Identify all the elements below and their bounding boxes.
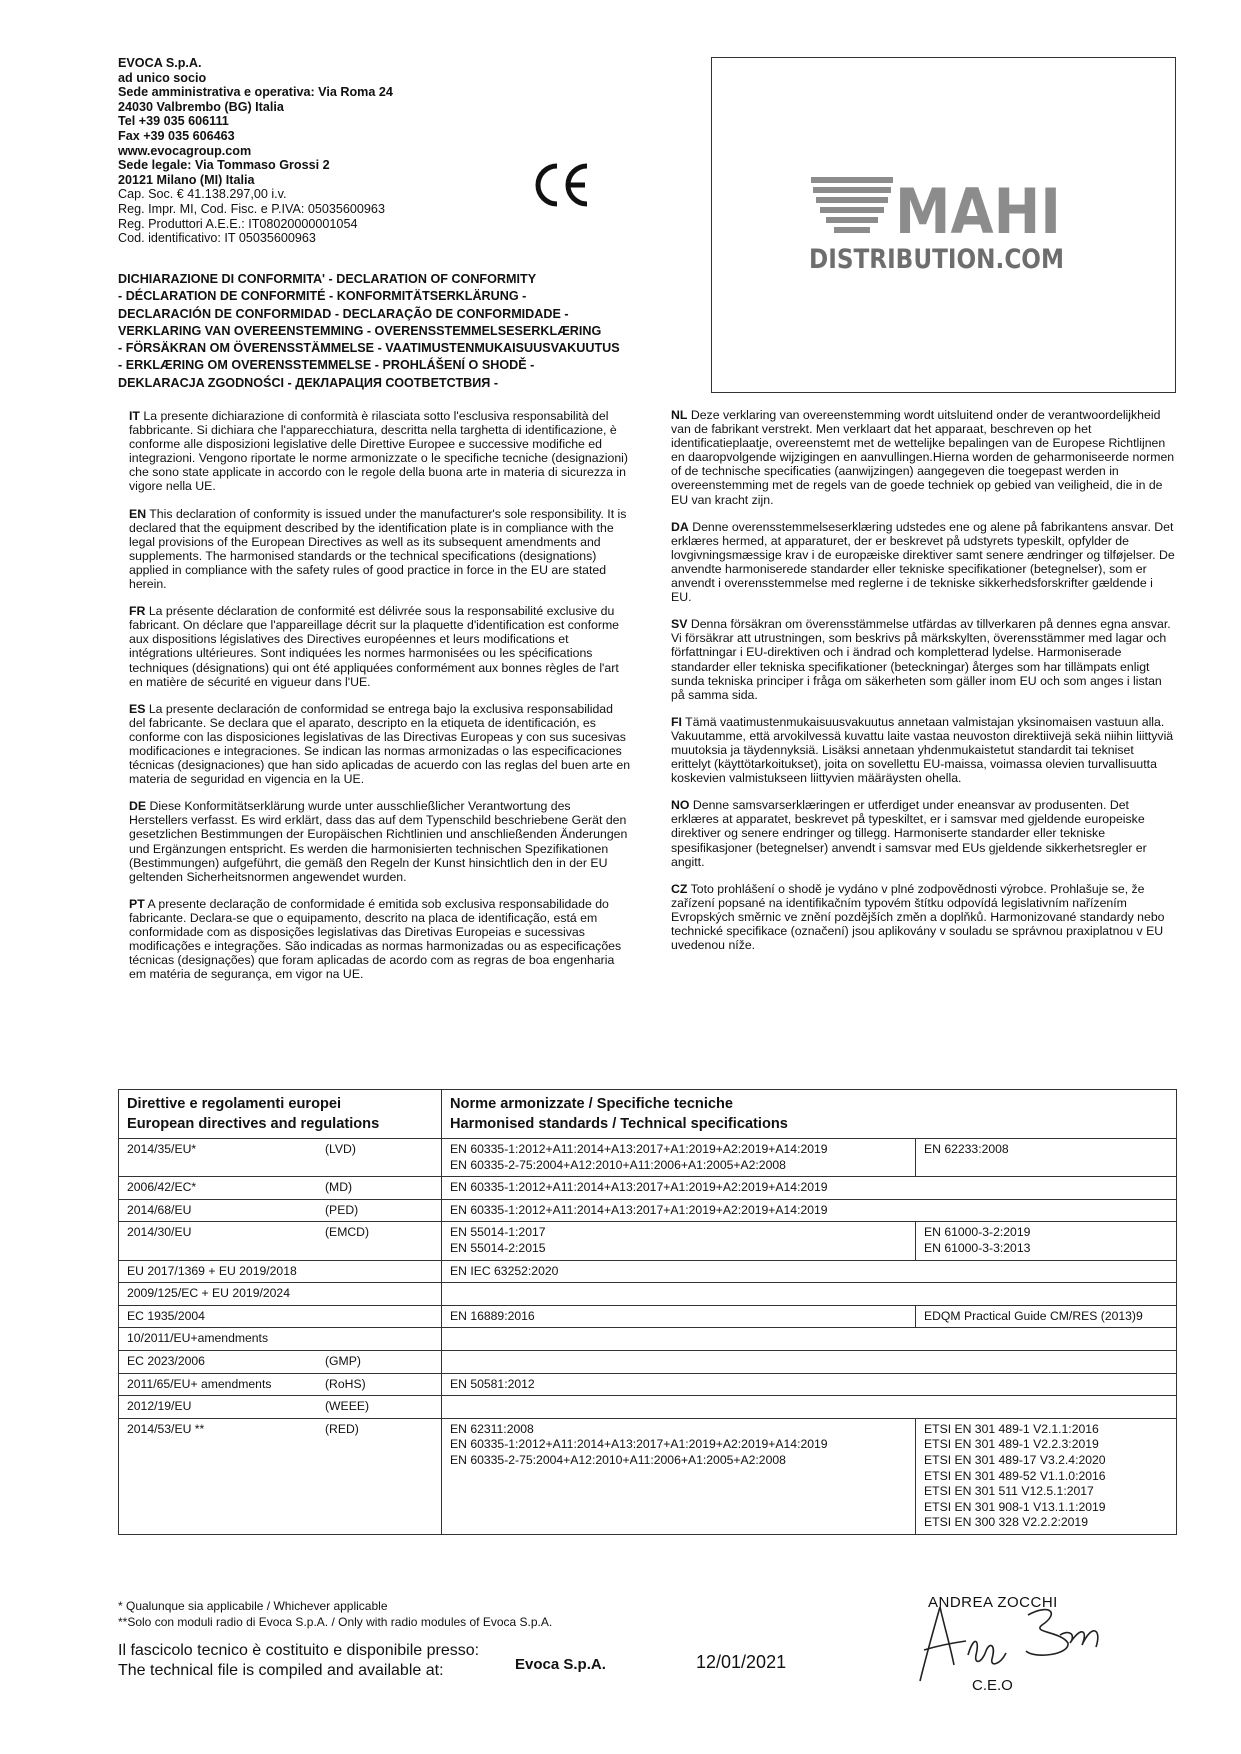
directive-code: 2014/35/EU* <box>127 1142 197 1156</box>
table-row <box>119 1418 1177 1534</box>
declaration-en <box>129 507 632 592</box>
declaration-text: This declaration of conformity is issued under the manufacturer's sole responsibility. It is declared that the equipment described by the identification plate is in compliance with the legal provisions of the European Directives as well as its subsequent amendments and supplements. The harmonised standards or the technical specifications (designations) applied in compliance with the safety rules of good practice in force in the EU are stated herein. <box>129 506 627 592</box>
declaration-sv <box>671 617 1175 702</box>
declaration-text: Denne samsvarserklæringen er utferdiget under eneansvar av produsenten. Det erklæres at apparatet, beskrevet på typeskiltet, er i samsvar med gjeldende europeiske direktiver og senere endringer og tillegg. Harmoniserte standarder eller tekniske spesifikasjoner (betegnelser) anvendt i samsvar med EUs gjeldende sikkerhetsregler er angitt. <box>671 798 1147 869</box>
directive-cell <box>119 1373 442 1396</box>
directive-cell <box>119 1418 442 1534</box>
table-row <box>119 1283 1177 1306</box>
company-line: ad unico socio <box>118 70 207 85</box>
title-line: - ERKLÆRING OM OVERENSSTEMMELSE - PROHLÁŠENÍ O SHODĚ - <box>118 358 535 373</box>
title-line: DEKLARACJA ZGODNOŚCI - ДЕКЛАРАЦИЯ СООТВЕТСТВИЯ - <box>118 375 499 390</box>
standards-table-body <box>119 1139 1177 1535</box>
directive-cell <box>119 1260 442 1283</box>
standards-cell <box>442 1199 1177 1222</box>
declaration-pt <box>129 897 632 982</box>
directive-cell <box>119 1222 442 1260</box>
declaration-it <box>129 409 632 494</box>
directive-code: EC 2023/2006 <box>127 1353 205 1368</box>
technical-file-line-it: Il fascicolo tecnico è costituito e disponibile presso: <box>118 1642 480 1659</box>
standard-entry: ETSI EN 301 489-17 V3.2.4:2020 <box>924 1452 1106 1467</box>
company-info <box>118 56 518 246</box>
signer-name: ANDREA ZOCCHI <box>928 1594 1058 1611</box>
directive-abbreviation: (RED) <box>325 1421 359 1436</box>
standards-cell <box>442 1283 1177 1306</box>
directive-code: 2009/125/EC + EU 2019/2024 <box>127 1286 290 1301</box>
footnotes <box>118 1598 552 1630</box>
company-line: Reg. Impr. MI, Cod. Fisc. e P.IVA: 05035600963 <box>118 201 385 216</box>
standard-entry: EN 16889:2016 <box>450 1308 535 1323</box>
language-code: DE <box>129 799 147 814</box>
title-line: - DÉCLARATION DE CONFORMITÉ - KONFORMITÄTSERKLÄRUNG - <box>118 289 527 304</box>
directive-abbreviation: (EMCD) <box>325 1225 370 1240</box>
company-line: 24030 Valbrembo (BG) Italia <box>118 99 284 114</box>
directive-code: EU 2017/1369 + EU 2019/2018 <box>127 1263 297 1278</box>
declaration-text: Tämä vaatimustenmukaisuusvakuutus annetaan valmistajan yksinomaisen vastuun alla. Vakuutamme, että arvokilvessä kuvattu laite vastaa neuvoston direktiivejä sekä niihin liittyviä muutoksia ja täydennyksiä. Lisäksi annetaan yhdenmukaistetut standardit tai tekniset erittelyt (käyttötarkoitukset), joita on sovellettu EU-maissa, voimassa olevien turvallisuutta koskevien valmistukseen liittyvien määräysten ohella. <box>671 714 1174 786</box>
directive-abbreviation: (WEEE) <box>325 1399 370 1414</box>
standard-entry: EN 62311:2008 <box>450 1421 534 1436</box>
language-code: NO <box>671 798 690 813</box>
company-line: Reg. Produttori A.E.E.: IT08020000001054 <box>118 216 358 231</box>
standard-entry: ETSI EN 301 489-1 V2.1.1:2016 <box>924 1421 1099 1436</box>
declaration-fi <box>671 715 1175 785</box>
standards-cell <box>442 1396 1177 1419</box>
directive-cell <box>119 1328 442 1351</box>
company-line: Sede legale: Via Tommaso Grossi 2 <box>118 158 330 173</box>
language-code: FR <box>129 604 146 619</box>
directive-cell <box>119 1350 442 1373</box>
directive-abbreviation: (GMP) <box>325 1353 361 1368</box>
standard-entry: EN 60335-1:2012+A11:2014+A13:2017+A1:2019+A2:2019+A14:2019 <box>450 1180 828 1195</box>
standard-entry: EN 60335-1:2012+A11:2014+A13:2017+A1:2019+A2:2019+A14:2019 <box>450 1202 828 1217</box>
declaration-title <box>118 271 708 392</box>
standard-entry: ETSI EN 301 489-52 V1.1.0:2016 <box>924 1468 1106 1483</box>
technical-file-line-en: The technical file is compiled and available at: <box>118 1662 444 1679</box>
table-row <box>119 1177 1177 1200</box>
directive-cell <box>119 1305 442 1328</box>
standards-cell <box>442 1260 1177 1283</box>
declaration-text: A presente declaração de conformidade é emitida sob exclusiva responsabilidade do fabricante. Declara-se que o equipamento, descrito na placa de identificação, está em conformidade com as disposições legislativas das Diretivas Europeias e sucessivas modificações e integrações. São indicadas as normas harmonizadas ou as especificações técnicas (designações) que foram aplicadas de acordo com as regras de boa engenharia em matéria de segurança, em vigor na UE. <box>129 896 622 982</box>
directive-abbreviation: (MD) <box>325 1180 353 1195</box>
title-line: - FÖRSÄKRAN OM ÖVERENSSTÄMMELSE - VAATIMUSTENMUKAISUUSVAKUUTUS <box>118 341 620 356</box>
standard-entry: EN 60335-2-75:2004+A12:2010+A11:2006+A1:2005+A2:2008 <box>450 1157 786 1172</box>
standard-entry: EN 61000-3-3:2013 <box>924 1240 1031 1255</box>
standard-entry: ETSI EN 301 908-1 V13.1.1:2019 <box>924 1499 1106 1514</box>
directive-code: 2014/68/EU <box>127 1202 192 1217</box>
standards-header <box>442 1090 1177 1139</box>
table-row <box>119 1373 1177 1396</box>
declaration-fr <box>129 604 632 689</box>
table-row <box>119 1328 1177 1351</box>
declarations-left-column <box>129 409 632 994</box>
declaration-da <box>671 520 1175 605</box>
directive-code: 2011/65/EU+ amendments <box>127 1376 272 1391</box>
ce-mark-icon <box>530 160 592 210</box>
standard-entry: EN IEC 63252:2020 <box>450 1263 559 1278</box>
table-row <box>119 1139 1177 1177</box>
language-code: SV <box>671 617 688 632</box>
standards-table <box>118 1089 1177 1535</box>
header-line: European directives and regulations <box>127 1116 380 1132</box>
technical-file-company: Evoca S.p.A. <box>515 1656 606 1673</box>
directive-cell <box>119 1199 442 1222</box>
additional-standards-cell <box>916 1139 1177 1177</box>
standard-entry: EN 61000-3-2:2019 <box>924 1225 1031 1240</box>
language-code: CZ <box>671 881 688 896</box>
standards-cell <box>442 1418 916 1534</box>
directives-header <box>119 1090 442 1139</box>
company-website: www.evocagroup.com <box>118 143 252 158</box>
directive-code: 10/2011/EU+amendments <box>127 1331 269 1346</box>
additional-standards-cell <box>916 1305 1177 1328</box>
declaration-text: Denne overensstemmelseserklæring udstedes ene og alene på fabrikantens ansvar. Det erklæres hermed, at apparaturet, der er beskrevet på udstyrets typeskilt, opfylder de lovgivningsmæssige krav i de europæiske direktiver samt senere ændringer og tilføjelser. De anvendte harmoniserede standarder eller tekniske specifikationer (betegnelser), som er anvendt i overensstemmelse med reglerne i de tekniske sikkerhedsforskrifter gældende i EU. <box>671 519 1175 605</box>
logo-text-top: MAHI <box>895 175 1061 248</box>
table-row <box>119 1305 1177 1328</box>
standards-cell <box>442 1177 1177 1200</box>
title-line: DECLARACIÓN DE CONFORMIDAD - DECLARAÇÃO DE CONFORMIDADE - <box>118 306 569 321</box>
language-code: ES <box>129 701 146 716</box>
language-code: FI <box>671 714 682 729</box>
title-line: DICHIARAZIONE DI CONFORMITA' - DECLARATION OF CONFORMITY <box>118 272 537 286</box>
standard-entry: ETSI EN 301 489-1 V2.2.3:2019 <box>924 1437 1099 1452</box>
directive-cell <box>119 1396 442 1419</box>
table-row <box>119 1222 1177 1260</box>
directive-code: 2012/19/EU <box>127 1399 192 1414</box>
header-line: Norme armonizzate / Specifiche tecniche <box>450 1096 734 1112</box>
declaration-es <box>129 702 632 787</box>
footnote: * Qualunque sia applicabile / Whichever applicable <box>118 1599 388 1613</box>
declaration-text: Denna försäkran om överensstämmelse utfärdas av tillverkaren på dennes egna ansvar. Vi försäkrar att utrustningen, som beskrivs på märkskylten, överensstämmer med lagar och författningar i EU-direktiven och i ändrad och kompletterad lydelse. Harmoniserade standarder eller tekniska specifikationer (beteckningar) återges som har tillämpats enligt sunda tekniska principer i fråga om säkerheten som gäller inom EU och som anges i listan på samma sida. <box>671 617 1171 702</box>
declaration-text: Toto prohlášení o shodě je vydáno v plné zodpovědnosti výrobce. Prohlašuje se, že zařízení popsané na identifikačním typovém štítku odpovídá legislativním nařízením Evropských směrnic ve znění pozdějších změn a doplňků. Harmonizované standardy nebo technické specifikace (označení) jsou aplikovány v souladu se správnou praxiplatnou v EU uvedenou níže. <box>671 881 1165 953</box>
table-row <box>119 1396 1177 1419</box>
table-header-row <box>119 1090 1177 1139</box>
standard-entry: EN 55014-2:2015 <box>450 1240 546 1255</box>
declaration-date: 12/01/2021 <box>696 1652 787 1672</box>
standard-entry: EN 60335-1:2012+A11:2014+A13:2017+A1:2019+A2:2019+A14:2019 <box>450 1437 828 1452</box>
standards-cell <box>442 1222 916 1260</box>
declaration-no <box>671 798 1175 868</box>
language-code: DA <box>671 519 689 534</box>
table-row <box>119 1350 1177 1373</box>
declaration-text: La presente declaración de conformidad se entrega bajo la exclusiva responsabilidad del fabricante. Se declara que el aparato, descripto en la etiqueta de identificación, es conforme con las disposiciones legislativas de las Directivas Europeas y con sus sucesivas modificaciones e integraciones. Se indican las normas armonizadas o las especificaciones técnicas (designaciones) que han sido aplicadas de acuerdo con las reglas del buen arte en materia de seguridad en vigencia en la UE. <box>129 701 631 787</box>
declarations-right-column <box>671 408 1175 965</box>
table-row <box>119 1199 1177 1222</box>
standard-entry: EN 60335-1:2012+A11:2014+A13:2017+A1:2019+A2:2019+A14:2019 <box>450 1142 828 1156</box>
declaration-de <box>129 799 632 884</box>
distributor-logo <box>807 173 1087 273</box>
declaration-text: Diese Konformitätserklärung wurde unter ausschließlicher Verantwortung des Herstellers verfasst. Es wird erklärt, dass das auf dem Typenschild beschriebene Gerät den gesetzlichen Bestimmungen der Europäischen Richtlinien und anschließenden Änderungen und Ergänzungen entspricht. Es werden die harmonisierten technischen Spezifikationen (Bestimmungen) aufgeführt, die gemäß den Regeln der Kunst hinsichtlich den in der EU geltenden Sicherheitsnormen angewendet wurden. <box>129 799 628 884</box>
standard-entry: EN 50581:2012 <box>450 1376 535 1391</box>
standards-cell <box>442 1139 916 1177</box>
header-line: Harmonised standards / Technical specifications <box>450 1116 788 1132</box>
standard-entry: ETSI EN 301 511 V12.5.1:2017 <box>924 1484 1094 1499</box>
directive-abbreviation: (LVD) <box>325 1142 356 1156</box>
standard-entry: EN 55014-1:2017 <box>450 1225 546 1240</box>
standard-entry: ETSI EN 300 328 V2.2.2:2019 <box>924 1515 1088 1530</box>
company-phone: Tel +39 035 606111 <box>118 114 229 129</box>
declaration-text: La présente déclaration de conformité est délivrée sous la responsabilité exclusive du fabricant. On déclare que l'appareillage décrit sur la plaquette d'identification est conforme aux dispositions législatives des Directives européennes et leurs modifications et intégrations ultérieures. Sont indiquées les normes harmonisées ou les spécifications techniques (désignations) qui ont été appliquées conformément aux bonnes règles de l'art en matière de sécurité en vigueur dans l'UE. <box>129 604 620 689</box>
directive-cell <box>119 1283 442 1306</box>
title-line: VERKLARING VAN OVEREENSTEMMING - OVERENSSTEMMELSESERKLÆRING <box>118 323 602 338</box>
technical-file-statement <box>118 1641 479 1681</box>
standards-cell <box>442 1373 1177 1396</box>
company-line: Cod. identificativo: IT 05035600963 <box>118 231 316 246</box>
directive-cell <box>119 1139 442 1177</box>
language-code: NL <box>671 408 688 422</box>
footnote: **Solo con moduli radio di Evoca S.p.A. / Only with radio modules of Evoca S.p.A. <box>118 1615 553 1629</box>
standards-cell <box>442 1328 1177 1351</box>
company-line: Sede amministrativa e operativa: Via Roma 24 <box>118 85 393 100</box>
declaration-nl <box>671 408 1175 507</box>
standard-entry: EDQM Practical Guide CM/RES (2013)9 <box>924 1308 1143 1323</box>
logo-text-bottom: DISTRIBUTION.COM <box>809 244 1064 273</box>
signer-role: C.E.O <box>972 1677 1013 1694</box>
language-code: IT <box>129 409 140 423</box>
directive-code: 2006/42/EC* <box>127 1180 197 1195</box>
directive-abbreviation: (PED) <box>325 1202 359 1217</box>
language-code: PT <box>129 896 145 911</box>
standards-cell <box>442 1350 1177 1373</box>
directive-code: 2014/53/EU ** <box>127 1421 205 1436</box>
company-line: Cap. Soc. € 41.138.297,00 i.v. <box>118 187 287 202</box>
table-row <box>119 1260 1177 1283</box>
handwritten-signature-icon <box>910 1595 1110 1685</box>
company-line: 20121 Milano (MI) Italia <box>118 172 255 187</box>
directive-code: 2014/30/EU <box>127 1225 192 1240</box>
declaration-text: Deze verklaring van overeenstemming wordt uitsluitend onder de verantwoordelijkheid van de fabrikant verstrekt. Men verklaart dat het apparaat, beschreven op het identificatieplaatje, overeenstemt met de wettelijke bepalingen van de Europese Richtlijnen en daaropvolgende wijzigingen en aanvullingen.Hierna worden de geharmoniseerde normen of de technische specificaties (aanwijzingen) aangegeven die toegepast werden in overeenstemming met de regels van de goede techniek op gebied van veiligheid, die in de EU van kracht zijn. <box>671 408 1175 507</box>
logo-box <box>711 57 1176 393</box>
language-code: EN <box>129 506 147 521</box>
standards-cell <box>442 1305 916 1328</box>
company-fax: Fax +39 035 606463 <box>118 128 235 143</box>
standard-entry: EN 62233:2008 <box>924 1142 1009 1156</box>
standard-entry: EN 60335-2-75:2004+A12:2010+A11:2006+A1:2005+A2:2008 <box>450 1452 786 1467</box>
directive-abbreviation: (RoHS) <box>325 1376 366 1391</box>
additional-standards-cell <box>916 1222 1177 1260</box>
directive-cell <box>119 1177 442 1200</box>
company-name: EVOCA S.p.A. <box>118 56 202 70</box>
declaration-cz <box>671 882 1175 952</box>
additional-standards-cell <box>916 1418 1177 1534</box>
directive-code: EC 1935/2004 <box>127 1308 205 1323</box>
declaration-text: La presente dichiarazione di conformità è rilasciata sotto l'esclusiva responsabilità del fabbricante. Si dichiara che l'apparecchiatura, descritta nella targhetta di identificazione, è conforme alle disposizioni legislative delle Direttive Europee e successive modifiche ed integrazioni. Vengono riportate le norme armonizzate o le specifiche tecniche (designazioni) che sono state applicate in accordo con le regole della buona arte in materia di sicurezza in vigore nella UE. <box>129 409 628 494</box>
header-line: Direttive e regolamenti europei <box>127 1096 342 1112</box>
